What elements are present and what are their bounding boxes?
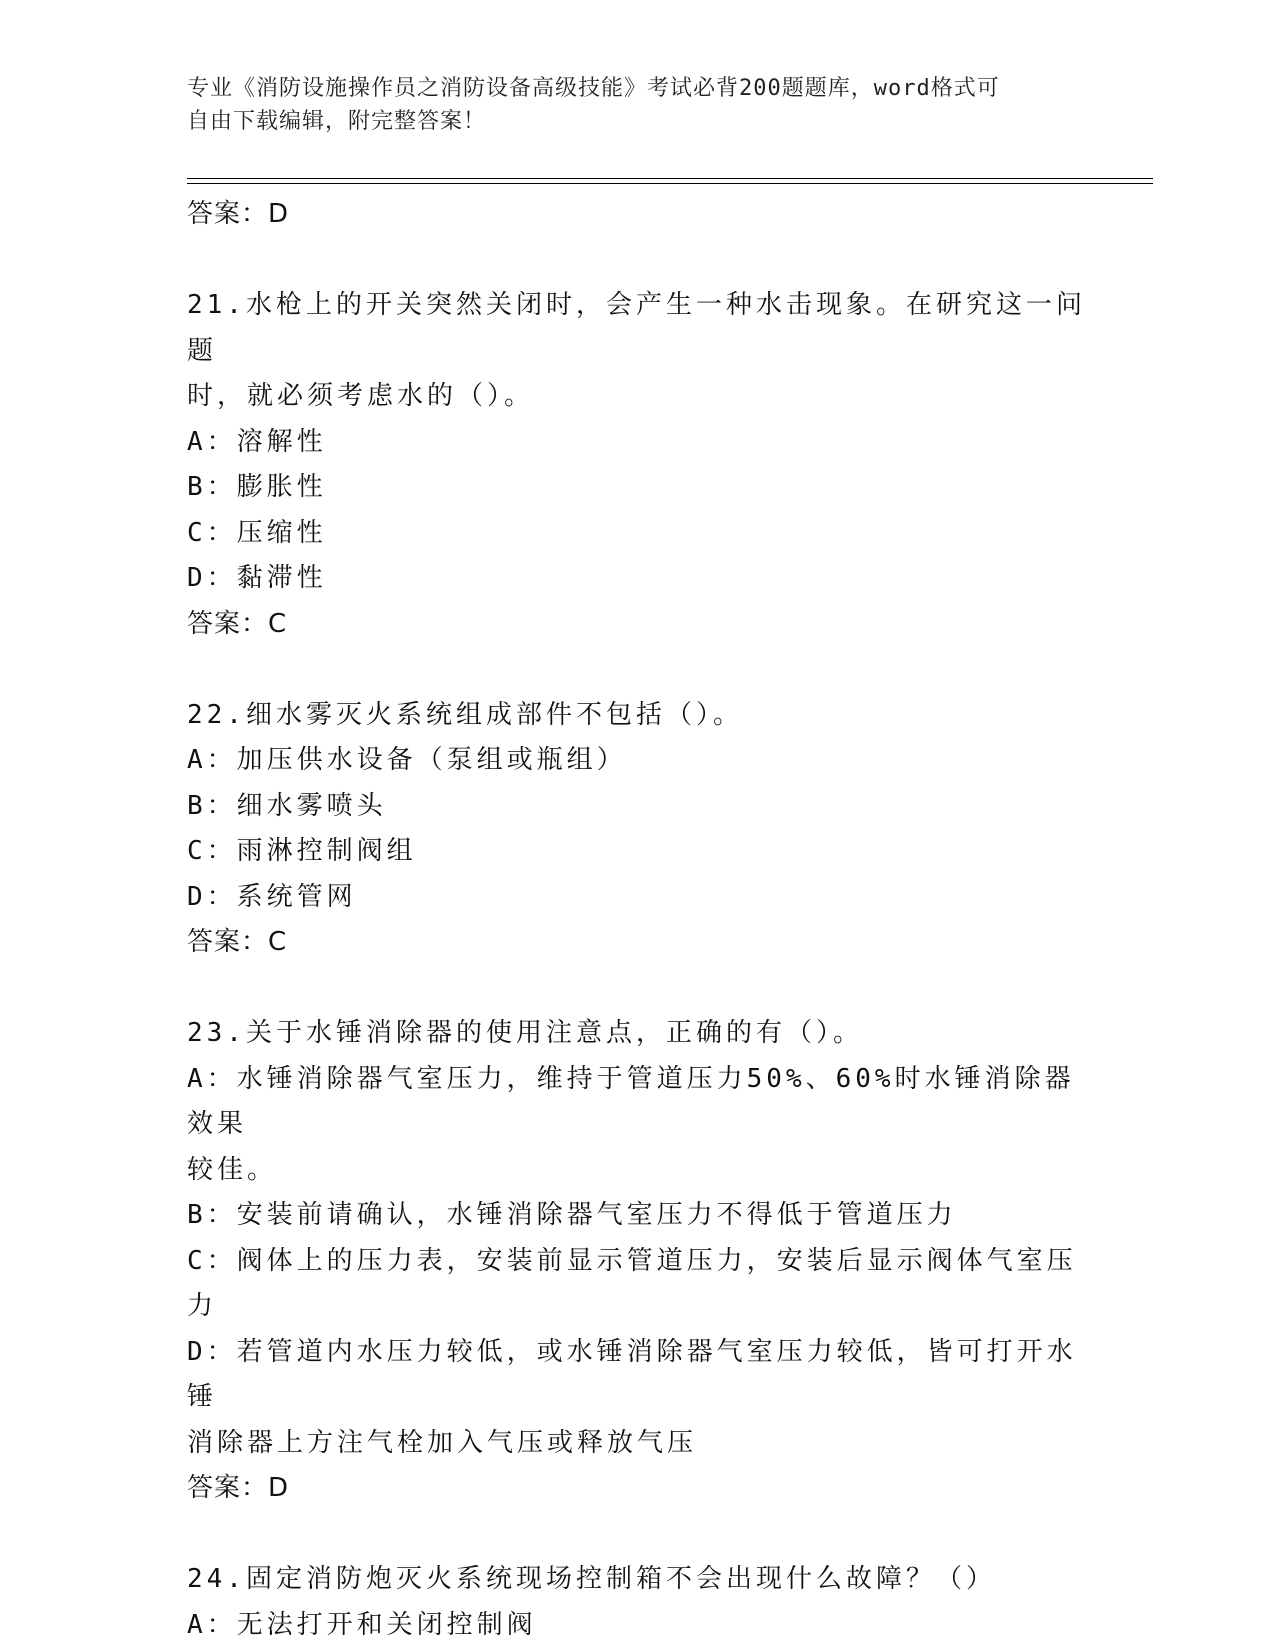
option-c: C：压缩性 (187, 517, 327, 548)
question-24 (187, 1557, 1087, 1648)
header-rule-top (187, 178, 1153, 179)
option-a-continued: 较佳。 (187, 1154, 278, 1185)
option-a: A：无法打开和关闭控制阀 (187, 1609, 537, 1640)
question-stem: 21.水枪上的开关突然关闭时，会产生一种水击现象。在研究这一问题 (187, 290, 1086, 366)
option-a: A：水锤消除器气室压力，维持于管道压力50%、60%时水锤消除器效果 (187, 1063, 1075, 1139)
option-d-continued: 消除器上方注气栓加入气压或释放气压 (187, 1427, 698, 1458)
answer: 答案：C (187, 927, 288, 957)
option-d: D：系统管网 (187, 881, 357, 912)
question-stem: 24.固定消防炮灭火系统现场控制箱不会出现什么故障？（） (187, 1564, 996, 1594)
option-b: B：安装前请确认，水锤消除器气室压力不得低于管道压力 (187, 1200, 957, 1230)
header-rule-bottom (187, 183, 1153, 184)
question-list (187, 192, 1087, 1648)
option-b: B：细水雾喷头 (187, 790, 387, 821)
option-c: C：雨淋控制阀组 (187, 836, 417, 866)
question-stem: 23.关于水锤消除器的使用注意点，正确的有（）。 (187, 1018, 863, 1048)
question-23 (187, 1011, 1087, 1512)
option-a: A：加压供水设备（泵组或瓶组） (187, 745, 627, 775)
header-line-1: 专业《消防设施操作员之消防设备高级技能》考试必背200题题库，word格式可 (187, 76, 1000, 101)
option-a: A：溶解性 (187, 426, 327, 457)
page-header (187, 72, 1067, 138)
option-d: D：若管道内水压力较低，或水锤消除器气室压力较低，皆可打开水锤 (187, 1336, 1077, 1412)
question-stem: 22.细水雾灭火系统组成部件不包括（）。 (187, 699, 743, 730)
option-b: B：膨胀性 (187, 472, 327, 502)
option-c: C：阀体上的压力表，安装前显示管道压力，安装后显示阀体气室压力 (187, 1245, 1077, 1321)
header-line-2: 自由下载编辑，附完整答案！ (187, 109, 487, 134)
option-d: D：黏滞性 (187, 563, 327, 593)
question-21 (187, 283, 1087, 647)
question-22 (187, 693, 1087, 966)
question-stem: 时，就必须考虑水的（）。 (187, 381, 535, 411)
answer: 答案：D (187, 1473, 290, 1503)
previous-answer: 答案：D (187, 199, 290, 229)
answer: 答案：C (187, 608, 288, 639)
